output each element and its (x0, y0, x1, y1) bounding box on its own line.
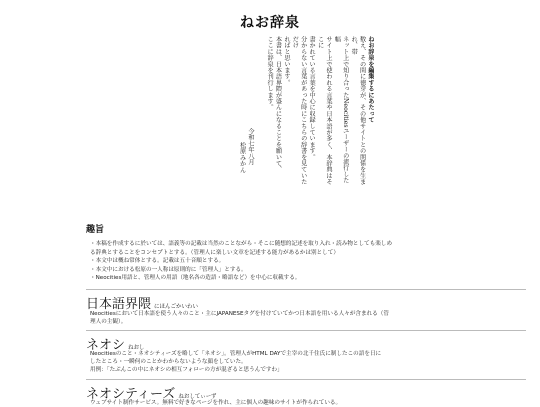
entry-reading: ねおしてぃーず (178, 394, 217, 400)
entry-reading: にほんごかいわい (154, 304, 199, 310)
entry-word: ネオシ (86, 338, 126, 353)
intro-date: 令和七年八月 (247, 128, 254, 166)
entry-line: Neocitiesにおいて日本語を使う人々のこと・主にJAPANESEタグを付けていてかつ日本語を用いる人々が含まれる（管 (90, 311, 389, 317)
intro-line: サイト上で使われる言葉や日本語が多く、本辞典はそこに (316, 36, 332, 185)
page-title: ねお辞泉 (240, 15, 300, 31)
purpose-item: ・本文中は概ね常体とする。記載は五十音順とする。 (90, 258, 225, 265)
divider (86, 379, 526, 380)
intro-author: 松原みかん (238, 142, 246, 173)
section-heading: 趣旨 (86, 225, 105, 235)
entry-line: 理人の主観）。 (90, 319, 127, 325)
intro-line: 分からない言葉があった時にこちらの辞書を見ていただけ (291, 36, 307, 185)
entry-line: 用例：「たぶんこの中にネオシの相互フォローの方が混ざると思うんですわ」 (90, 367, 283, 373)
entry-line: Neocitiesのこと・ネオシティーズを略して「ネオシ」。管理人がHTML DAYで主宰の北千住氏に制したこの語を日に (90, 351, 382, 357)
entry-definition (90, 399, 470, 407)
intro-line: ネット上で知り合ったNeocitiesユーザーの流行した幅 (333, 36, 349, 184)
intro-line: 数え、その間に徳芽が、その他サイトとの関係を生まれ、帯 (350, 36, 366, 185)
purpose-item: ・本稿を作成するに於いては、語義等の記載は当然のことながら・そこに随想的記述を取り入れ・読み物としても楽しめ (90, 241, 393, 247)
intro-line: 本書は、日本語界隈が盛んになることを願いて、 (274, 36, 282, 173)
intro-line: ここに辞泉を刊行します。 (266, 36, 274, 111)
entry-line: したところ・一瞬何のことかわからないような顔をしていた。 (90, 359, 247, 365)
intro-line: ねお辞泉を編集するにあたって (367, 36, 374, 123)
intro-line: ればと思います。 (282, 36, 290, 86)
entry-definition (90, 310, 470, 326)
divider (86, 289, 526, 290)
entry-definition (90, 350, 470, 374)
entry-word: 日本語界隈 (86, 297, 152, 312)
purpose-item: る辞典とすることをコンセプトとする。（管理人に楽しい文章を記述する能力があるかは別として） (90, 249, 339, 256)
entry-word: ネオシティーズ (86, 387, 176, 402)
intro-signature (232, 128, 254, 188)
purpose-item: ・Neocities用語と、管理人の用語（地名各の造語・略語など）を中心に収載する。 (90, 275, 301, 282)
purpose-list (90, 240, 470, 283)
purpose-item: ・本文中における松原の一人称は原則的に「管理人」とする。 (90, 266, 247, 273)
entry-reading: ねおし (128, 345, 145, 351)
divider (86, 330, 526, 331)
entry-line: ウェブサイト制作サービス。無料で好きなページを作れ、主に個人の趣味のサイトが作られている。 (90, 400, 342, 406)
intro-line: 書かれている言葉を中心に収録しています。 (308, 36, 316, 160)
